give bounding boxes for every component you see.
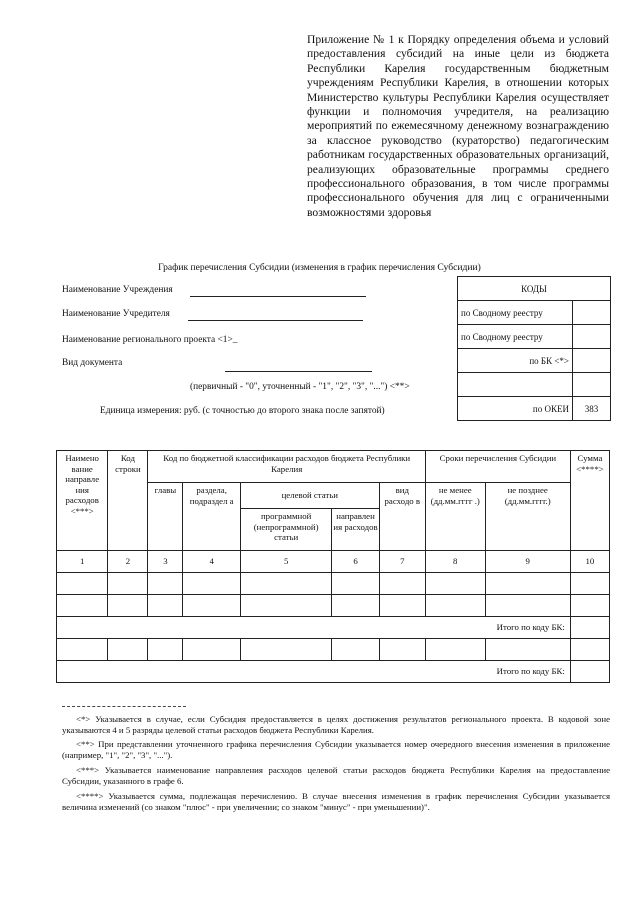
col-target-header: целевой статьи [240, 483, 379, 509]
cell[interactable] [379, 573, 425, 595]
codes-svod1-value[interactable] [573, 301, 611, 325]
codes-svod2-label: по Сводному реестру [458, 325, 573, 349]
institution-field[interactable] [190, 285, 366, 297]
codes-okei-value: 383 [573, 397, 611, 421]
doc-type-hint: (первичный - "0", уточненный - "1", "2", "3", "...") <**> [190, 382, 410, 392]
col-code-header: Код строки [108, 451, 148, 551]
cell[interactable] [379, 595, 425, 617]
footnote-3: <***> Указывается наименование направления расходов целевой статьи расходов бюджета Республики Карелия на предоставление Субсидии, указанного в графе 6. [62, 765, 610, 786]
cell[interactable] [570, 573, 609, 595]
cell[interactable] [425, 573, 485, 595]
table-row [57, 573, 610, 595]
total-label: Итого по коду БК: [57, 661, 571, 683]
cell[interactable] [183, 573, 241, 595]
cell[interactable] [332, 595, 379, 617]
col-chapter-header: главы [148, 483, 183, 551]
founder-label: Наименование Учредителя [62, 309, 170, 319]
cell[interactable] [425, 595, 485, 617]
cell[interactable] [485, 595, 570, 617]
col-number: 2 [108, 551, 148, 573]
col-name-header: Наимено вание направле ния расходов <***> [57, 451, 108, 551]
col-bk-header: Код по бюджетной классификации расходов бюджета Республики Карелия [148, 451, 426, 483]
col-number: 6 [332, 551, 379, 573]
total-row [57, 661, 610, 683]
founder-field[interactable] [188, 309, 363, 321]
footnote-1: <*> Указывается в случае, если Субсидия предоставляется в целях достижения результатов регионального проекта. В кодовой зоне указываются 4 и 5 разряды целевой статьи расходов бюджета Республики Карелия. [62, 714, 610, 735]
doc-type-label: Вид документа [62, 358, 123, 368]
footnote-2: <**> При представлении уточненного графика перечисления Субсидии указывается номер очередного внесения изменения в приложение (например, "1", "2", "3", "..."). [62, 739, 610, 760]
cell[interactable] [183, 639, 241, 661]
codes-empty-value[interactable] [573, 373, 611, 397]
total-label: Итого по коду БК: [57, 617, 571, 639]
doc-type-field[interactable] [225, 360, 372, 372]
project-label: Наименование регионального проекта <1>_ [62, 335, 238, 345]
total-value[interactable] [570, 661, 609, 683]
col-dates-header: Сроки перечисления Субсидии [425, 451, 570, 483]
codes-empty-label [458, 373, 573, 397]
cell[interactable] [379, 639, 425, 661]
col-sum-header: Сумма <****> [570, 451, 609, 551]
total-value[interactable] [570, 617, 609, 639]
codes-svod2-value[interactable] [573, 325, 611, 349]
cell[interactable] [57, 639, 108, 661]
cell[interactable] [108, 573, 148, 595]
cell[interactable] [183, 595, 241, 617]
col-number: 7 [379, 551, 425, 573]
total-row [57, 617, 610, 639]
cell[interactable] [425, 639, 485, 661]
cell[interactable] [57, 573, 108, 595]
table-row [57, 595, 610, 617]
col-direction-header: направлен ия расходов [332, 509, 379, 551]
cell[interactable] [148, 639, 183, 661]
col-number: 3 [148, 551, 183, 573]
col-section-header: раздела, подраздел а [183, 483, 241, 551]
col-not-later-header: не позднее (дд.мм.гггг.) [485, 483, 570, 551]
cell[interactable] [570, 595, 609, 617]
footnote-4: <****> Указывается сумма, подлежащая перечислению. В случае внесения изменения в график перечисления Субсидии указывается величина изменений (со знаком "плюс" - при увеличении; со знаком "минус" - при уменьшении)". [62, 791, 610, 812]
codes-header: КОДЫ [458, 277, 611, 301]
cell[interactable] [57, 595, 108, 617]
schedule-table [56, 450, 610, 683]
col-number: 9 [485, 551, 570, 573]
document-title: График перечисления Субсидии (изменения в график перечисления Субсидии) [158, 262, 481, 273]
cell[interactable] [240, 573, 331, 595]
cell[interactable] [148, 573, 183, 595]
institution-label: Наименование Учреждения [62, 285, 173, 295]
cell[interactable] [570, 639, 609, 661]
codes-bk-value[interactable] [573, 349, 611, 373]
cell[interactable] [485, 639, 570, 661]
table-row [57, 639, 610, 661]
cell[interactable] [108, 639, 148, 661]
codes-okei-label: по ОКЕИ [458, 397, 573, 421]
cell[interactable] [108, 595, 148, 617]
cell[interactable] [332, 573, 379, 595]
cell[interactable] [332, 639, 379, 661]
unit-label: Единица измерения: руб. (с точностью до второго знака после запятой) [100, 406, 385, 416]
col-number: 1 [57, 551, 108, 573]
col-number: 5 [240, 551, 331, 573]
footnote-divider [62, 706, 186, 707]
col-number: 8 [425, 551, 485, 573]
cell[interactable] [148, 595, 183, 617]
col-number: 4 [183, 551, 241, 573]
col-number: 10 [570, 551, 609, 573]
col-exp-type-header: вид расходо в [379, 483, 425, 551]
cell[interactable] [485, 573, 570, 595]
col-program-header: программной (непрограммной) статьи [240, 509, 331, 551]
codes-svod1-label: по Сводному реестру [458, 301, 573, 325]
col-not-before-header: не менее (дд.мм.гггг .) [425, 483, 485, 551]
codes-table [457, 276, 611, 421]
cell[interactable] [240, 639, 331, 661]
cell[interactable] [240, 595, 331, 617]
appendix-header: Приложение № 1 к Порядку определения объема и условий предоставления субсидий на иные цели из бюджета Республики Карелия государственным бюджетным учреждениям Республики Карелия, в отношении которых Министерство культуры Республики Карелия осуществляет функции и полномочия учредителя, на реализацию мероприятий по ежемесячному денежному вознаграждению за классное руководство (кураторство) педагогическим работникам государственных образовательных организаций, реализующих образовательные программы среднего профессионального образования, в том числе программы профессионального обучения для лиц с ограниченными возможностями здоровья [307, 33, 609, 219]
codes-bk-label: по БК <*> [458, 349, 573, 373]
